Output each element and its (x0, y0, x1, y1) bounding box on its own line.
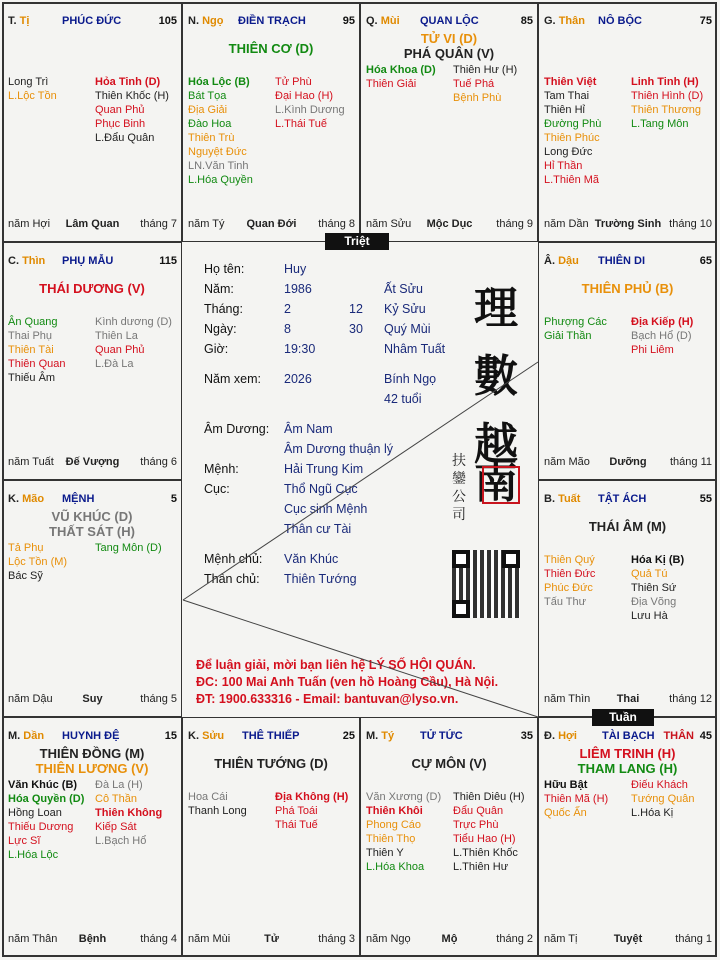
star-item: Quả Tú (631, 568, 668, 580)
info-value: 8 (284, 322, 291, 336)
star-item: Hóa Lộc (B) (188, 76, 250, 88)
palace-number: 55 (699, 493, 712, 505)
star-item: Đường Phù (544, 118, 602, 130)
info-label: Năm xem: (204, 372, 261, 386)
contact-notice: ĐC: 100 Mai Anh Tuấn (ven hồ Hoàng Cầu), Hà Nội. (196, 675, 499, 689)
star-item: Long Đức (544, 146, 593, 158)
star-item: Hóa Quyền (D) (8, 793, 85, 805)
star-item: Thiếu Dương (8, 821, 74, 833)
palace-number: 65 (699, 255, 712, 267)
star-item: Tướng Quân (631, 793, 695, 805)
main-star: THÁI ÂM (M) (588, 519, 667, 534)
star-item: Thiên Thương (631, 104, 702, 116)
star-item: Thiên Trù (188, 132, 235, 144)
palace-year: năm Sửu (366, 218, 412, 230)
star-item: Địa Giải (188, 104, 228, 116)
palace-position: B. Tuất (544, 493, 581, 505)
star-item: Thiếu Âm (8, 372, 56, 384)
palace-year: năm Mùi (188, 933, 231, 945)
star-item: Thiên Việt (544, 76, 597, 88)
palace-name: MỆNH (62, 493, 95, 505)
info-canchi: Ất Sửu (384, 282, 423, 296)
star-item: Kiếp Sát (95, 821, 137, 833)
palace-month: tháng 5 (140, 693, 177, 705)
star-item: L.Tang Môn (631, 118, 689, 130)
palace-position: N. Ngọ (188, 15, 224, 27)
palace-year: năm Mão (544, 456, 590, 468)
palace-month: tháng 4 (140, 933, 177, 945)
star-item: Hồng Loan (8, 807, 62, 819)
palace-position: Đ. Hợi (544, 730, 577, 742)
star-item: Thiên Quý (544, 554, 595, 566)
palace-number: 45 (699, 730, 712, 742)
star-item: Phục Binh (95, 118, 146, 130)
star-item: Thiên Hình (D) (631, 90, 704, 102)
star-item: Địa Võng (631, 596, 677, 608)
palace-name: NÔ BỘC (598, 15, 642, 27)
star-item: Thiên Khôi (366, 805, 423, 817)
star-item: Giải Thần (544, 330, 592, 342)
star-item: Đào Hoa (188, 118, 232, 130)
star-item: Nguyệt Đức (188, 146, 247, 158)
palace-position: Q. Mùi (366, 15, 400, 27)
palace-stage: Quan Đới (246, 218, 297, 230)
star-item: Văn Khúc (B) (8, 779, 78, 791)
info-label: Ngày: (204, 322, 237, 336)
detail-label: Thân chủ: (204, 572, 260, 586)
palace-stage: Tuyệt (613, 933, 643, 945)
main-star: THẤT SÁT (H) (49, 524, 135, 539)
star-item: Hoa Cái (188, 791, 228, 803)
detail-value: Thổ Ngũ Cục (284, 482, 358, 496)
info-value: 2 (284, 302, 291, 316)
star-item: L.Kình Dương (275, 104, 345, 116)
star-item: Đại Hao (H) (275, 90, 334, 102)
star-item: Tam Thai (544, 90, 590, 102)
star-item: Tả Phụ (8, 542, 44, 554)
seal-char: 扶 (452, 453, 466, 469)
palace-month: tháng 3 (318, 933, 355, 945)
palace-month: tháng 1 (675, 933, 712, 945)
star-item: Thiên Không (95, 807, 163, 819)
palace-month: tháng 11 (669, 456, 712, 468)
palace-position: Â. Dậu (544, 255, 579, 267)
detail-label: Mệnh chủ: (204, 552, 263, 566)
palace-year: năm Tị (544, 933, 578, 945)
star-item: Thiên Sứ (631, 582, 677, 594)
star-item: Địa Kiếp (H) (631, 316, 694, 328)
palace-month: tháng 2 (496, 933, 533, 945)
palace-position: G. Thân (544, 15, 585, 27)
detail-label: Âm Dương: (204, 422, 270, 436)
star-item: Bệnh Phù (453, 92, 502, 104)
main-star: THIÊN CƠ (D) (228, 41, 314, 56)
star-item: Quốc Ấn (544, 807, 587, 819)
palace-stage: Mộ (441, 933, 458, 945)
info-label: Giờ: (204, 342, 229, 356)
palace-stage: Mộc Dục (426, 218, 473, 230)
star-item: Trực Phù (453, 819, 499, 831)
palace-month: tháng 7 (140, 218, 177, 230)
star-item: Điếu Khách (631, 779, 688, 791)
palace-month: tháng 9 (496, 218, 533, 230)
palace-number: 85 (520, 15, 533, 27)
palace-year: năm Thân (8, 933, 58, 945)
info-value: 2026 (284, 372, 312, 386)
main-star: VŨ KHÚC (D) (51, 509, 133, 524)
star-item: Thiên Khốc (H) (95, 90, 169, 102)
detail-value: Âm Nam (284, 422, 333, 436)
palace-name: PHỤ MẪU (62, 255, 114, 267)
main-star: THIÊN TƯỚNG (D) (214, 756, 328, 771)
star-item: L.Thiên Khốc (453, 847, 518, 859)
palace-position: M. Dần (8, 730, 45, 742)
main-star: THIÊN ĐỒNG (M) (39, 746, 145, 761)
star-item: Linh Tinh (H) (631, 76, 699, 88)
palace-number: 35 (520, 730, 533, 742)
palace-month: tháng 8 (318, 218, 355, 230)
star-item: Thiên Diêu (H) (453, 791, 525, 803)
palace-stage: Suy (82, 693, 103, 705)
detail-value: Thiên Tướng (284, 572, 357, 586)
star-item: Hỉ Thần (544, 160, 583, 172)
palace-number: 95 (342, 15, 355, 27)
star-item: Thái Tuế (275, 819, 318, 831)
calligraphy-char: 數 (474, 351, 518, 402)
palace-position: M. Tý (366, 730, 395, 742)
palace-year: năm Dần (544, 218, 589, 230)
palace-month: tháng 10 (669, 218, 712, 230)
star-item: L.Đẩu Quân (95, 132, 155, 144)
palace-stage: Bệnh (78, 933, 107, 945)
star-item: Lộc Tồn (M) (8, 556, 68, 568)
info-value: 1986 (284, 282, 312, 296)
calligraphy-char: 南 (474, 457, 518, 508)
palace-name: PHÚC ĐỨC (62, 15, 122, 27)
palace-name: THIÊN DI (598, 255, 646, 267)
star-item: Thanh Long (188, 805, 247, 817)
detail-label: Cục: (204, 482, 230, 496)
star-item: Hỏa Tinh (D) (95, 76, 161, 88)
star-item: Thiên Hỉ (544, 104, 585, 116)
star-item: Thiên Hư (H) (453, 64, 518, 76)
star-item: Lưu Hà (631, 610, 668, 622)
seal-char: 司 (452, 507, 466, 523)
star-item: L.Hóa Khoa (366, 861, 425, 873)
star-item: Lực Sĩ (8, 835, 41, 847)
info-lunar: 12 (349, 302, 363, 316)
palace-position: K. Mão (8, 493, 45, 505)
calligraphy-char: 越 (474, 419, 518, 470)
star-item: L.Bạch Hổ (95, 835, 147, 847)
calligraphy-char: 理 (474, 283, 518, 334)
palace-position: C. Thìn (8, 255, 46, 267)
info-canchi: Nhâm Tuất (384, 342, 446, 356)
palace-extra: THÂN (663, 730, 694, 742)
detail-value: Thân cư Tài (284, 522, 352, 536)
star-item: Tuế Phá (453, 78, 495, 90)
palace-name: THÊ THIẾP (242, 730, 300, 742)
palace-year: năm Hợi (8, 218, 51, 230)
star-item: Thiên Thọ (366, 833, 416, 845)
main-star: THAM LANG (H) (577, 761, 678, 776)
star-item: Đà La (H) (95, 779, 143, 791)
seal-char: 公 (452, 489, 466, 505)
star-item: L.Thiên Hư (453, 861, 509, 873)
detail-value: Cục sinh Mệnh (284, 502, 368, 516)
star-item: Thiên La (95, 330, 138, 342)
star-item: Văn Xương (D) (366, 791, 442, 803)
star-item: Kình dương (D) (95, 316, 172, 328)
star-item: Bác Sỹ (8, 570, 43, 582)
palace-position: K. Sửu (188, 730, 225, 742)
palace-number: 5 (170, 493, 177, 505)
star-item: Thiên Phúc (544, 132, 600, 144)
main-star: PHÁ QUÂN (V) (403, 46, 495, 61)
info-canchi: 42 tuổi (384, 392, 422, 406)
palace-number: 25 (342, 730, 355, 742)
main-star: LIÊM TRINH (H) (579, 746, 676, 761)
info-value: 19:30 (284, 342, 316, 356)
palace-year: năm Tý (188, 218, 225, 230)
star-item: Phá Toái (275, 805, 318, 817)
info-canchi: Quý Mùi (384, 322, 431, 336)
palace-number: 105 (158, 15, 177, 27)
star-item: Tấu Thư (544, 596, 587, 608)
star-item: Ân Quang (8, 316, 58, 328)
star-item: Thiên Mã (H) (544, 793, 609, 805)
star-item: Phượng Các (544, 316, 607, 328)
star-item: L.Hóa Kị (631, 807, 674, 819)
star-item: Cô Thần (95, 793, 137, 805)
star-item: Phúc Đức (544, 582, 593, 594)
palace-year: năm Thìn (544, 693, 591, 705)
info-lunar: 30 (349, 322, 363, 336)
main-star: TỬ VI (D) (420, 31, 478, 46)
star-item: L.Đà La (95, 358, 134, 370)
palace-name: ĐIỀN TRẠCH (238, 15, 306, 27)
star-item: Hóa Kị (B) (631, 554, 685, 566)
star-item: Địa Không (H) (275, 791, 349, 803)
main-star: THÁI DƯƠNG (V) (39, 281, 145, 296)
detail-value: Văn Khúc (284, 552, 339, 566)
star-item: Tang Môn (D) (95, 542, 162, 554)
star-item: Quan Phủ (95, 344, 145, 356)
seal-char: 鑾 (452, 471, 466, 487)
contact-notice: Để luận giải, mời bạn liên hệ LÝ SỐ HỘI QUÁN. (196, 658, 476, 672)
palace-name: TẬT ÁCH (598, 493, 647, 505)
detail-label: Mệnh: (204, 462, 239, 476)
star-item: Thiên Giải (366, 78, 417, 90)
info-label: Năm: (204, 282, 234, 296)
star-item: L.Hóa Quyền (188, 174, 253, 186)
info-value: Huy (284, 262, 307, 276)
star-item: Thai Phụ (8, 330, 53, 342)
star-item: Long Trì (8, 76, 49, 88)
main-star: THIÊN LƯƠNG (V) (35, 761, 149, 776)
palace-name: QUAN LỘC (420, 15, 479, 27)
star-item: Tiểu Hao (H) (453, 833, 516, 845)
palace-stage: Lâm Quan (65, 218, 120, 230)
star-item: Hữu Bật (544, 779, 588, 791)
palace-year: năm Tuất (8, 456, 54, 468)
star-item: Hóa Khoa (D) (366, 64, 436, 76)
star-item: L.Lộc Tồn (8, 90, 57, 102)
star-item: Thiên Đức (544, 568, 596, 580)
palace-name: TÀI BẠCH (602, 730, 655, 742)
detail-value: Hải Trung Kim (284, 462, 364, 476)
star-item: Thiên Quan (8, 358, 66, 370)
palace-number: 75 (699, 15, 712, 27)
star-item: L.Hóa Lộc (8, 849, 59, 861)
info-label: Họ tên: (204, 262, 245, 276)
info-label: Tháng: (204, 302, 243, 316)
info-canchi: Bính Ngọ (384, 372, 437, 386)
palace-number: 15 (164, 730, 177, 742)
palace-position: T. Tị (8, 15, 30, 27)
main-star: THIÊN PHỦ (B) (581, 281, 674, 296)
palace-stage: Trường Sinh (594, 218, 662, 230)
star-item: Đẩu Quân (453, 805, 504, 817)
palace-number: 115 (159, 255, 177, 267)
palace-year: năm Ngọ (366, 933, 411, 945)
star-item: Bát Tọa (188, 90, 227, 102)
info-canchi: Kỷ Sửu (384, 302, 426, 316)
star-item: L.Thiên Mã (544, 174, 600, 186)
star-item: Bạch Hổ (D) (631, 330, 692, 342)
palace-stage: Tử (264, 933, 279, 945)
main-star: CỰ MÔN (V) (411, 756, 487, 771)
palace-name: TỬ TỨC (420, 730, 463, 742)
star-item: Phong Cáo (366, 819, 422, 831)
star-item: Quan Phủ (95, 104, 145, 116)
palace-month: tháng 6 (140, 456, 177, 468)
palace-name: HUYNH ĐỆ (62, 730, 120, 742)
star-item: Thiên Y (366, 847, 404, 859)
palace-year: năm Dậu (8, 693, 53, 705)
star-item: Thiên Tài (8, 344, 54, 356)
palace-month: tháng 12 (669, 693, 712, 705)
palace-stage: Dưỡng (609, 456, 647, 468)
star-item: Tử Phù (275, 76, 312, 88)
tuan-marker: Tuần (592, 709, 654, 726)
palace-stage: Thai (616, 693, 640, 705)
star-item: Phi Liêm (631, 344, 674, 356)
triet-marker: Triệt (325, 233, 389, 250)
contact-notice: ĐT: 1900.633316 - Email: bantuvan@lyso.vn. (196, 692, 459, 706)
detail-value: Âm Dương thuận lý (284, 442, 393, 456)
star-item: L.Thái Tuế (275, 118, 327, 130)
palace-stage: Đế Vượng (65, 456, 120, 468)
star-item: LN.Văn Tinh (188, 160, 249, 172)
